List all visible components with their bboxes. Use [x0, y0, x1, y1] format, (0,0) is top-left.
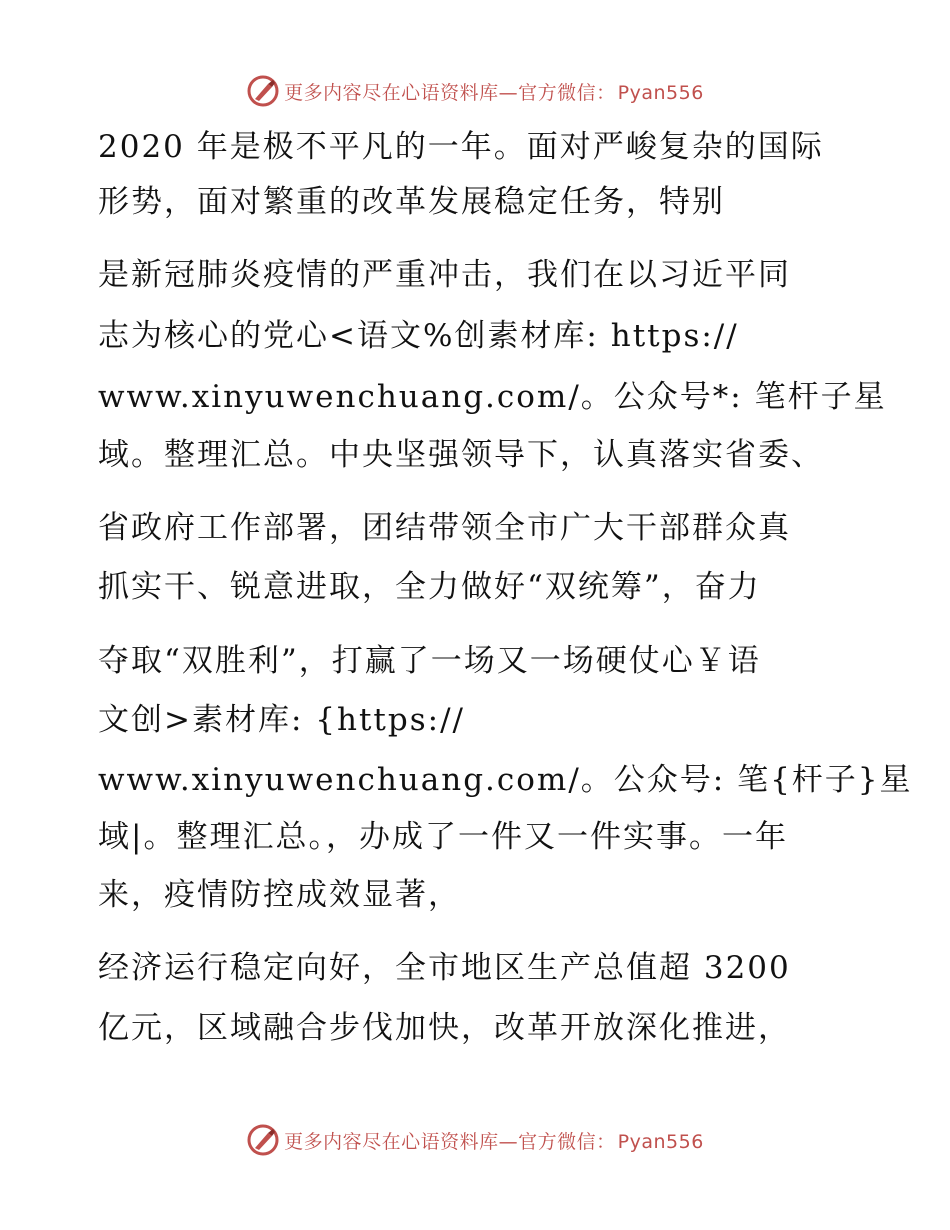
footer-banner	[0, 1120, 950, 1160]
text-line: www.xinyuwenchuang.com/。公众号*: 笔杆子星	[98, 379, 887, 415]
text-line: 夺取“双胜利”，打赢了一场又一场硬仗心￥语	[98, 643, 761, 679]
text-line: 域。整理汇总。中央坚强领导下，认真落实省委、	[98, 437, 824, 473]
text-line: 2020 年是极不平凡的一年。面对严峻复杂的国际	[98, 129, 824, 165]
header-banner-handle: Pyan556	[617, 81, 704, 104]
header-banner	[0, 71, 950, 111]
text-line: 经济运行稳定向好，全市地区生产总值超 3200	[98, 950, 791, 986]
footer-banner-main: 更多内容尽在心语资料库—官方微信：	[284, 1130, 616, 1153]
text-line: 抓实干、锐意进取，全力做好“双统筹”，奋力	[98, 569, 761, 605]
pen-logo-icon	[246, 1123, 280, 1157]
text-line: 域|。整理汇总。，办成了一件又一件实事。一年	[98, 819, 788, 855]
header-banner-main: 更多内容尽在心语资料库—官方微信：	[284, 81, 616, 104]
text-line: 亿元，区域融合步伐加快，改革开放深化推进，	[98, 1010, 791, 1046]
pen-logo-icon	[246, 74, 280, 108]
text-line: 形势，面对繁重的改革发展稳定任务，特别	[98, 184, 725, 220]
footer-banner-text	[284, 1127, 704, 1154]
text-line: 志为核心的党心<语文%创素材库: https://	[98, 318, 739, 354]
text-line: 来，疫情防控成效显著，	[98, 877, 461, 913]
text-line: 省政府工作部署，团结带领全市广大干部群众真	[98, 510, 791, 546]
header-banner-text	[284, 78, 704, 105]
text-line: 是新冠肺炎疫情的严重冲击，我们在以习近平同	[98, 257, 791, 293]
text-line: www.xinyuwenchuang.com/。公众号: 笔{杆子}星	[98, 762, 913, 798]
text-line: 文创>素材库: {https://	[98, 702, 465, 738]
footer-banner-handle: Pyan556	[617, 1130, 704, 1153]
